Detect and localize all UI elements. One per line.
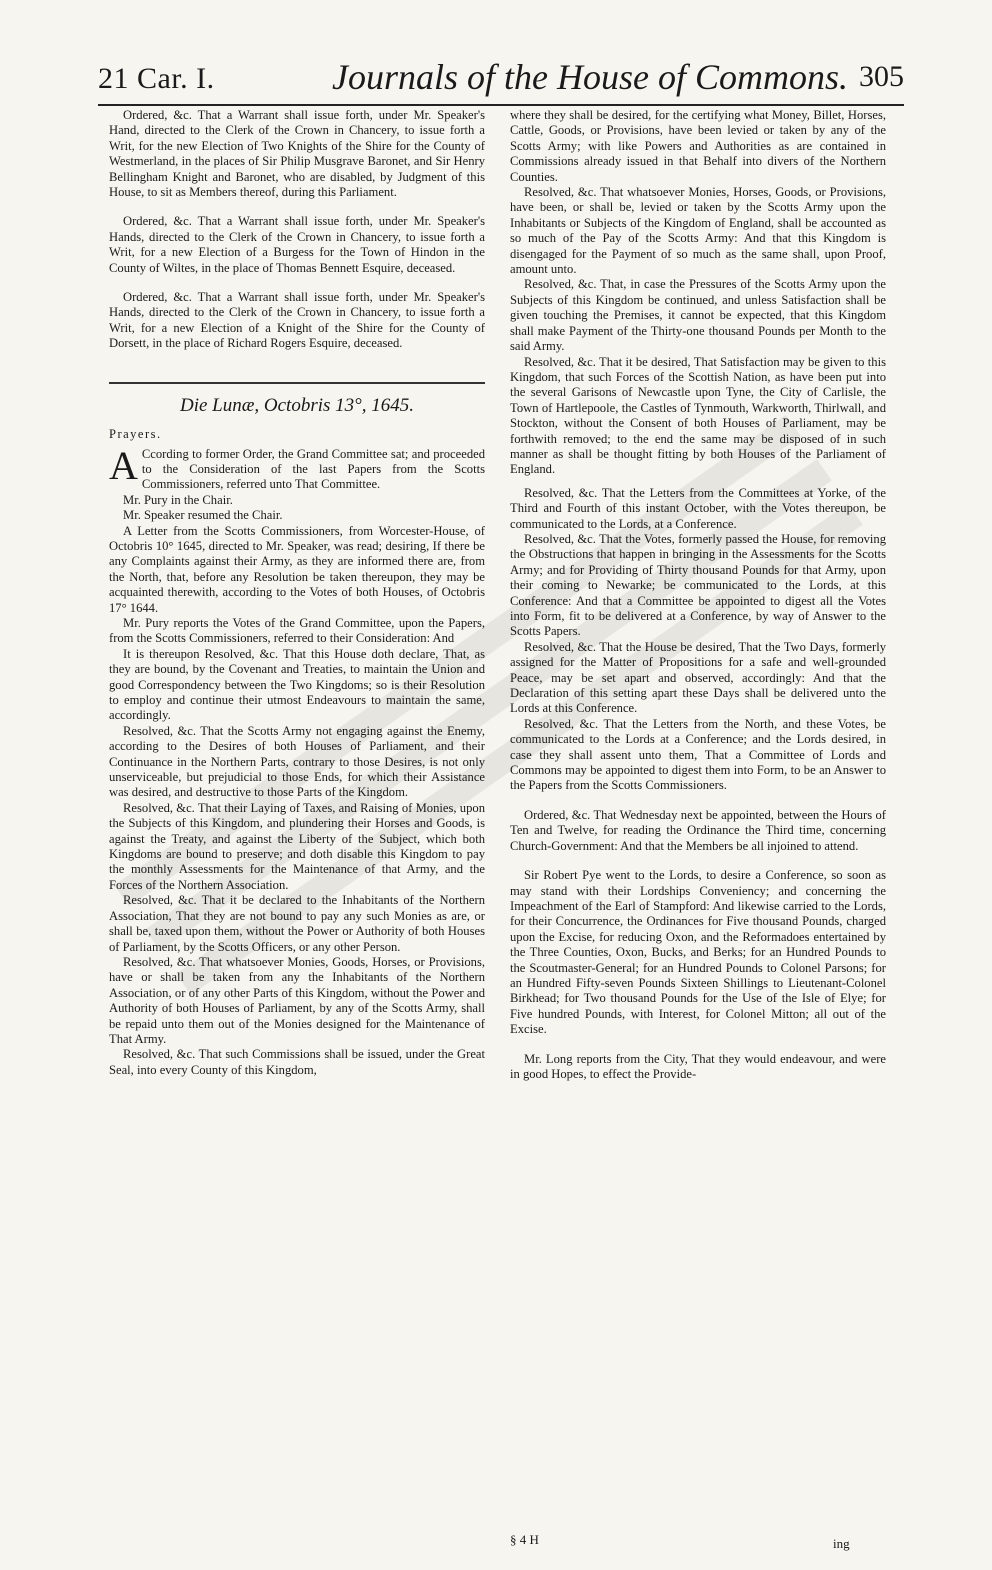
entry-paragraph: Resolved, &c. That such Commissions shall be issued, under the Great Seal, into every County of this Kingdom, bbox=[109, 1047, 485, 1077]
signature-mark: § 4 H bbox=[510, 1532, 539, 1547]
order-paragraph: Ordered, &c. That a Warrant shall issue forth, under Mr. Speaker's Hands, directed to the Clerk of the Crown in Chancery, to issue forth a Writ, for a new Election of a Knight of the Shire for the County of Dorsett, in the place of Richard Rogers Esquire, deceased. bbox=[109, 290, 485, 351]
order-paragraph: Ordered, &c. That a Warrant shall issue forth, under Mr. Speaker's Hand, directed to the Clerk of the Crown in Chancery, to issue forth a Writ, for the new Election of Two Knights of the Shire for the County of Westmerland, in the places of Sir Philip Musgrave Baronet, and Sir Henry Bellingham Knight and Baronet, who are disabled, by Judgment of this House, to sit as Members thereof, during this Parliament. bbox=[109, 108, 485, 200]
date-heading: Die Lunæ, Octobris 13°, 1645. bbox=[179, 394, 415, 416]
entry-paragraph: Mr. Pury reports the Votes of the Grand Committee, upon the Papers, from the Scotts Commissioners, referred to their Consideration: And bbox=[109, 615, 485, 646]
prayers-label: Prayers. bbox=[109, 427, 162, 442]
entry-paragraph: Resolved, &c. That the House be desired, That the Two Days, formerly assigned for the Matter of Propositions for a safe and well-grounded Peace, may be set apart and observed, accordingly: And that the Declaration of this setting apart these Days shall be delivered unto the Lords at this Conference. bbox=[510, 639, 886, 716]
entry-paragraph: Resolved, &c. That, in case the Pressures of the Scotts Army upon the Subjects of this Kingdom be continued, and unless Satisfaction shall be given touching the Premises, it cannot be expected, that this Kingdom shall make Payment of the Thirty-one thousand Pounds per Month to the said Army. bbox=[510, 277, 886, 354]
entry-paragraph: Resolved, &c. That whatsoever Monies, Goods, Horses, or Provisions, have or shall be taken from any the Inhabitants of the Northern Association, or of any other Parts of this Kingdom, without the Power and Authority of both Houses of Parliament, by any of the Scotts Army, shall be repaid unto them out of the Monies designed for the Maintenance of That Army. bbox=[109, 954, 485, 1046]
right-column bbox=[510, 108, 886, 1082]
drop-cap: A bbox=[109, 442, 138, 488]
header-rule bbox=[98, 104, 904, 106]
running-title: Journals of the House of Commons. bbox=[332, 57, 848, 97]
opening-paragraph bbox=[109, 442, 485, 493]
entry-paragraph: Resolved, &c. That it be desired, That Satisfaction may be given to this Kingdom, that such Forces of the Scottish Nation, as have been put into the several Garisons of Newcastle upon Tyne, the City of Carlisle, the Town of Hartlepoole, the Castles of Tynmouth, Warkworth, Thirlwall, and Stockton, without the Consent of both Houses of Parliament, may be forthwith removed; to the end the same may be disposed of in such manner as shall be thought fitting by both Houses of the Parliament of England. bbox=[510, 354, 886, 477]
entry-paragraph: Resolved, &c. That the Votes, formerly passed the House, for removing the Obstructions that happen in bringing in the Assessments for the Scotts Army; and for Providing of Thirty thousand Pounds for that Army, upon their coming to Newarke; be communicated to the Lords, at this Conference: And that a Committee be appointed to digest all the Votes into Form, fit to be delivered at a Conference, by way of Answer to the Scotts Papers. bbox=[510, 531, 886, 639]
catchword: ing bbox=[833, 1536, 850, 1551]
entry-paragraph: Resolved, &c. That their Laying of Taxes, and Raising of Monies, upon the Subjects of this Kingdom, and plundering their Horses and Goods, is against the Treaty, and against the Liberty of the Subject, which both Kingdoms are bound to preserve; and doth disable this Kingdom to pay the monthly Assessments for the Maintenance of that Army, and the Forces of the Northern Association. bbox=[109, 800, 485, 892]
order-paragraph: Ordered, &c. That a Warrant shall issue forth, under Mr. Speaker's Hands, directed to the Clerk of the Crown in Chancery, to issue forth a Writ, for a new Election of a Burgess for the Town of Hindon in the County of Wiltes, in the place of Thomas Bennett Esquire, deceased. bbox=[109, 214, 485, 275]
entry-paragraph: It is thereupon Resolved, &c. That this House doth declare, That, as they are bound, by the Covenant and Treaties, to maintain the Union and good Correspondency between the Two Kingdoms; so is their Resolution to employ and continue their utmost Endeavours to maintain the same, accordingly. bbox=[109, 646, 485, 723]
entry-paragraph: Resolved, &c. That whatsoever Monies, Horses, Goods, or Provisions, have been, or shall be, levied or taken by the Scotts Army upon the Inhabitants or Subjects of the Kingdom of England, shall be accounted as so much of the Pay of the Scotts Army: And that this Kingdom is disengaged for the Payment of so much as the same shall, upon Proof, amount unto. bbox=[510, 185, 886, 277]
entry-paragraph: Mr. Pury in the Chair. bbox=[123, 492, 233, 507]
entry-paragraph: A Letter from the Scotts Commissioners, from Worcester-House, of Octobris 10° 1645, directed to Mr. Speaker, was read; desiring, If there be any Complaints against their Army, as they are informed there are, from the North, that, before any Resolution be taken thereupon, they may be acquainted therewith, according to the Votes of both Houses, of Octobris 17° 1644. bbox=[109, 523, 485, 615]
opening-text: Ccording to former Order, the Grand Committee sat; and proceeded to the Consideration of the last Papers from the Scotts Commissioners, referred unto That Committee. bbox=[141, 446, 485, 492]
entry-paragraph: where they shall be desired, for the certifying what Money, Billet, Horses, Cattle, Goods, or Provisions, have been levied or taken by any of the Scotts Army; with like Powers and Authorities as are contained in Commissions already issued in that Behalf into divers of the Northern Counties. bbox=[510, 108, 886, 184]
entry-paragraph: Resolved, &c. That the Scotts Army not engaging against the Enemy, according to the Desires of both Houses of Parliament, and their Continuance in the Northern Parts, contrary to those Desires, is not only unserviceable, but prejudicial to those Ends, for which their Assistance was desired, and destructive to those Parts of the Kingdom. bbox=[109, 723, 485, 800]
entry-paragraph: Resolved, &c. That the Letters from the North, and these Votes, be communicated to the Lords at a Conference; and the Lords desired, in case they shall assent unto them, That a Committee of Lords and Commons may be appointed to digest them into Form, to be an Answer to the Papers from the Scotts Commissioners. bbox=[510, 716, 886, 793]
regnal-year: 21 Car. I. bbox=[98, 62, 215, 95]
left-column bbox=[109, 108, 485, 1078]
page-number: 305 bbox=[859, 60, 904, 93]
section-divider bbox=[109, 382, 485, 384]
entry-paragraph: Sir Robert Pye went to the Lords, to desire a Conference, so soon as may stand with their Lordships Conveniency; and concerning the Impeachment of the Earl of Stampford: And likewise carried to the Lords, for their Concurrence, the Ordinances for Five thousand Pounds, charged upon the Excise, for reducing Oxon, and the Reformadoes entertained by the Three Counties, Oxon, Bucks, and Berks; for an Hundred Pounds to the Scoutmaster-General; for an Hundred Pounds to Colonel Parsons; for an Hundred Fifty-seven Pounds Sixteen Shillings to Lieutenant-Colonel Birkhead; for Two thousand Pounds for the Use of the Isle of Elye; for Five hundred Pounds, with Interest, for Colonel Mitton; all out of the Excise. bbox=[510, 868, 886, 1037]
order-paragraph: Ordered, &c. That Wednesday next be appointed, between the Hours of Ten and Twelve, for reading the Ordinance the Third time, concerning Church-Government: And that the Members be all injoined to attend. bbox=[510, 807, 886, 853]
entry-paragraph: Resolved, &c. That it be declared to the Inhabitants of the Northern Association, That they are not bound to pay any such Monies as are, or shall be, taxed upon them, without the Power or Authority of both Houses of Parliament, by the Scotts Officers, or any other Person. bbox=[109, 893, 485, 954]
entry-paragraph: Mr. Long reports from the City, That they would endeavour, and were in good Hopes, to effect the Provide- bbox=[510, 1051, 886, 1081]
entry-paragraph: Mr. Speaker resumed the Chair. bbox=[123, 508, 283, 523]
entry-paragraph: Resolved, &c. That the Letters from the Committees at Yorke, of the Third and Fourth of this instant October, with the Votes thereupon, be communicated to the Lords, at a Conference. bbox=[510, 485, 886, 531]
